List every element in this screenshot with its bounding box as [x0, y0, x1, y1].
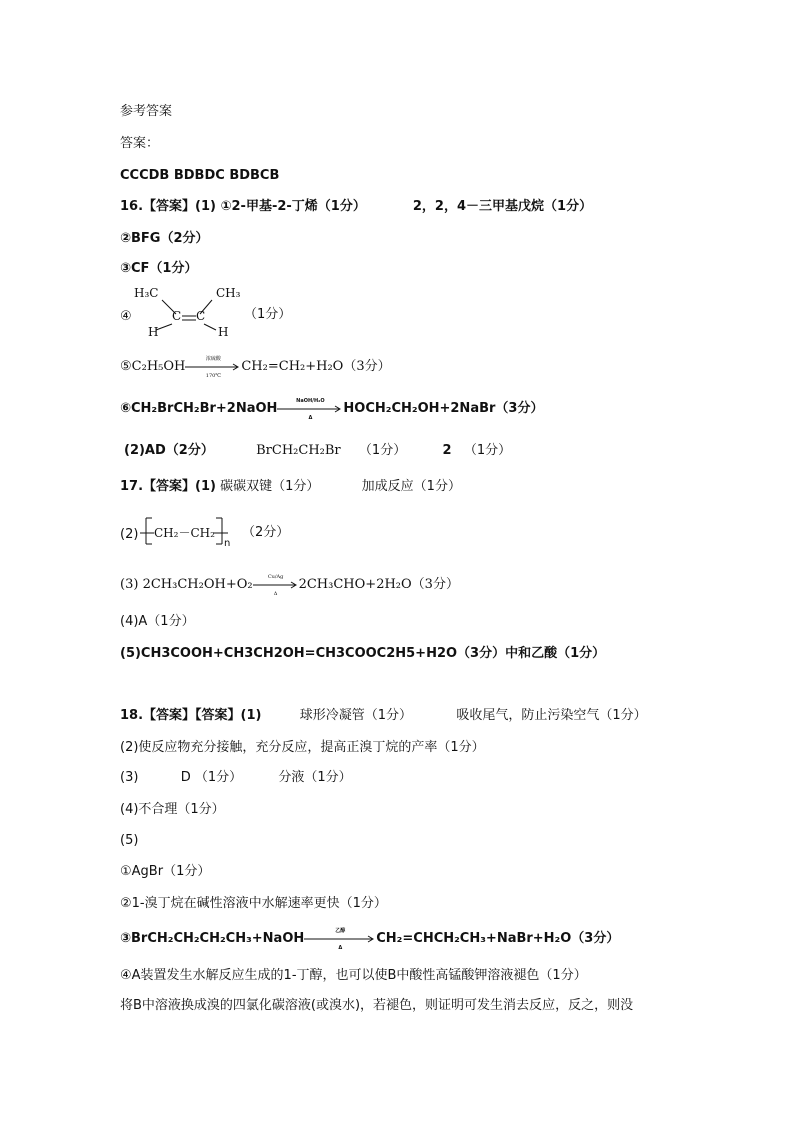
arrow-condition-top: NaOH/H₂O	[296, 397, 325, 404]
reaction-arrow	[185, 355, 241, 379]
arrow-condition-bottom: Δ	[338, 944, 343, 951]
q18-line-1	[120, 707, 647, 725]
q17-l3-lhs: 2CH₃CH₂OH+O₂	[142, 577, 253, 592]
struct-left-top: H₃C	[134, 286, 159, 300]
q16-p2-a: (2)AD（2分）	[124, 443, 214, 458]
polymer-formula	[140, 516, 240, 552]
q16-c2: ②BFG（2分）	[120, 231, 209, 246]
q16-c5-lhs: C₂H₅OH	[131, 359, 186, 374]
arrow-condition-bottom: 170℃	[205, 372, 221, 379]
q18-l8	[120, 927, 620, 951]
choice-answers: CCCDB BDBDC BDBCB	[120, 168, 280, 183]
reaction-arrow	[253, 573, 299, 597]
q18-line-3	[120, 769, 352, 787]
q17-l3	[120, 573, 459, 597]
q16-line-1	[120, 198, 592, 216]
q17-l3-num: (3)	[120, 577, 139, 592]
q17-l3-rhs: 2CH₃CHO+2H₂O（3分）	[298, 577, 459, 592]
q16-c6-rhs: HOCH₂CH₂OH+2NaBr（3分）	[343, 401, 544, 416]
q16-c1-mark: ①	[220, 199, 232, 214]
q16-c6	[120, 397, 544, 421]
q16-c5-mark: ⑤	[120, 359, 132, 374]
q17-l1-b: 加成反应（1分）	[361, 479, 461, 494]
q18-l4: (4)不合理（1分）	[120, 802, 225, 817]
q18-l5: (5)	[120, 833, 139, 848]
q16-c4-mark: ④	[120, 309, 132, 324]
struct-c-left: C	[172, 309, 182, 323]
q18-l3-num: (3)	[120, 770, 139, 785]
arrow-condition-top: 浓硫酸	[205, 355, 221, 362]
arrow-condition-bottom: Δ	[308, 414, 313, 421]
q18-l3-a: D （1分）	[180, 770, 243, 785]
reaction-arrow	[304, 927, 376, 951]
q18-l8-lhs: ③BrCH₂CH₂CH₂CH₃+NaOH	[120, 931, 305, 946]
q17-l2-num: (2)	[120, 527, 139, 542]
q18-head: 18.【答案】【答案】(1)	[120, 708, 262, 723]
q16-c6-mark: ⑥	[120, 401, 132, 416]
q16-c4-score: （1分）	[244, 307, 292, 322]
polymer-unit: CH₂－CH₂	[154, 526, 215, 540]
q17-line-1	[120, 478, 461, 496]
q18-l6: ①AgBr（1分）	[120, 864, 211, 879]
q17-l4: (4)A（1分）	[120, 614, 195, 629]
q16-c6-lhs: CH₂BrCH₂Br+2NaOH	[131, 401, 278, 416]
q16-p2-c: （1分）	[358, 443, 407, 458]
struct-c-right: C	[196, 309, 206, 323]
struct-right-top: CH₃	[216, 286, 241, 300]
q16-c5	[120, 355, 391, 379]
q18-l3-b: 分液（1分）	[278, 770, 352, 785]
q16-c1-b: 2，2，4－三甲基戊烷（1分）	[412, 199, 593, 214]
arrow-condition-top: 乙醇	[335, 927, 346, 934]
q16-p2-e: （1分）	[463, 443, 512, 458]
reaction-arrow	[277, 397, 343, 421]
q16-c3: ③CF（1分）	[120, 261, 198, 276]
q17-l1-a: 碳碳双键（1分）	[220, 479, 320, 494]
q16-c5-rhs: CH₂=CH₂+H₂O（3分）	[241, 359, 391, 374]
q18-l10: 将B中溶液换成溴的四氯化碳溶液(或溴水)，若褪色，则证明可发生消去反应，反之，则没	[120, 998, 634, 1013]
q17-l5: (5)CH3COOH+CH3CH2OH=CH3COOC2H5+H2O（3分）中和乙酸（1分）	[120, 646, 606, 661]
q17-l2-score: （2分）	[242, 525, 290, 540]
q16-head: 16.【答案】(1)	[120, 199, 221, 214]
q18-l2: (2)使反应物充分接触，充分反应，提高正溴丁烷的产率（1分）	[120, 740, 485, 755]
q18-l1-a: 球形冷凝管（1分）	[299, 708, 413, 723]
doc-title: 参考答案	[120, 104, 173, 119]
polymer-n: n	[224, 538, 231, 549]
q16-c1-a: 2-甲基-2-丁烯（1分）	[231, 199, 366, 214]
q18-l1-b: 吸收尾气，防止污染空气（1分）	[456, 708, 647, 723]
q17-head: 17.【答案】(1)	[120, 479, 216, 494]
structural-formula	[132, 284, 252, 342]
q16-part2	[124, 442, 511, 460]
q18-l9: ④A装置发生水解反应生成的1-丁醇，也可以使B中酸性高锰酸钾溶液褪色（1分）	[120, 968, 587, 983]
q18-l7: ②1-溴丁烷在碱性溶液中水解速率更快（1分）	[120, 896, 387, 911]
answer-label: 答案：	[120, 136, 160, 151]
arrow-condition-bottom: Δ	[273, 590, 278, 597]
struct-right-bot: H	[218, 325, 229, 339]
struct-left-bot: H	[148, 325, 159, 339]
q16-p2-d: 2	[442, 443, 452, 458]
q16-p2-b: BrCH₂CH₂Br	[256, 443, 341, 458]
arrow-condition-top: Cu/Ag	[267, 573, 284, 580]
q18-l8-rhs: CH₂=CHCH₂CH₃+NaBr+H₂O（3分）	[376, 931, 620, 946]
